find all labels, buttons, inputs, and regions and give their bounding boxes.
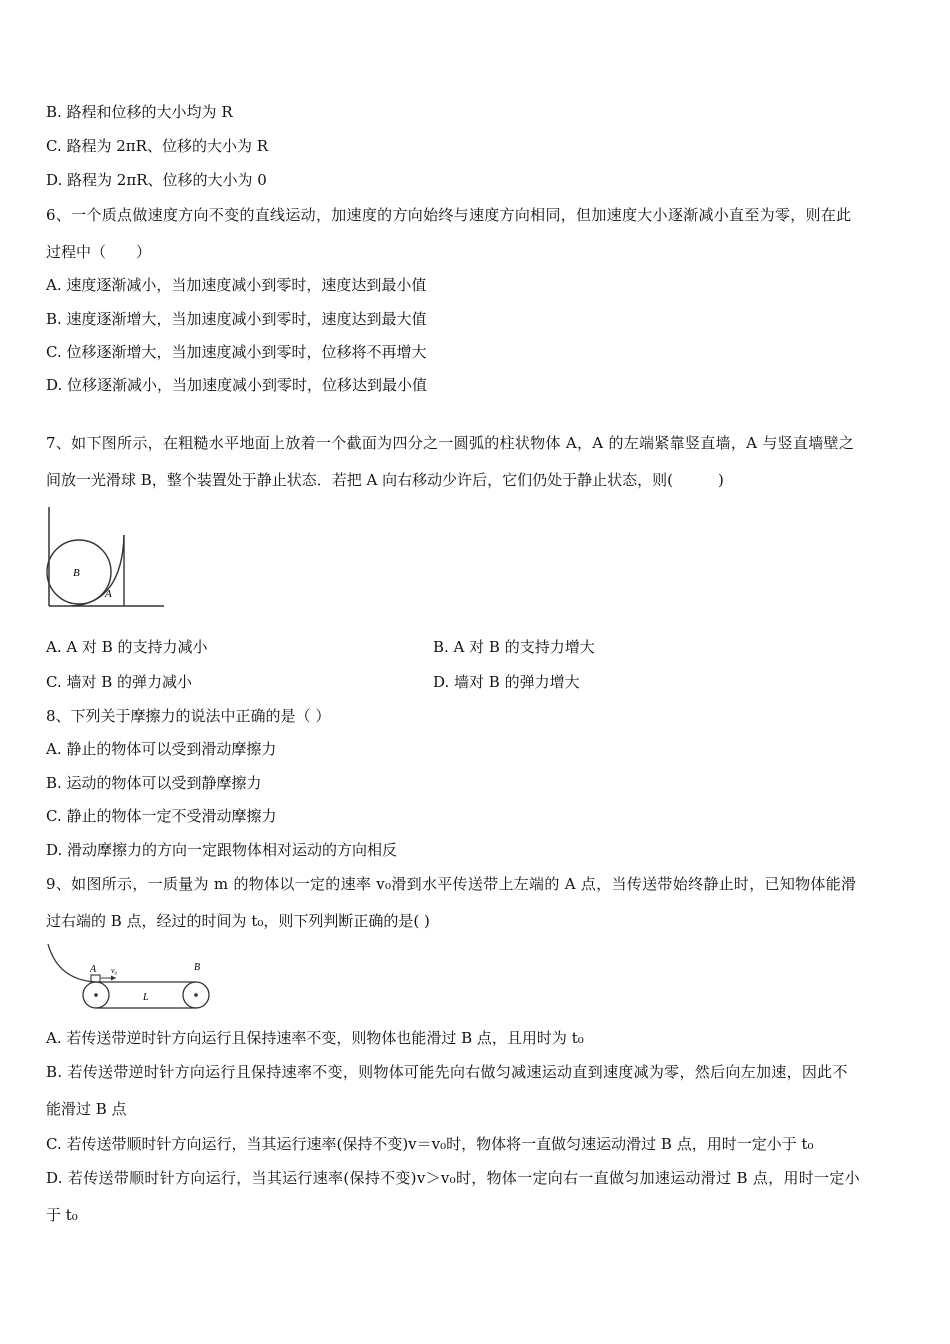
q5-option-d: D. 路程为 2πR、位移的大小为 0 (46, 171, 267, 189)
q6-option-d: D. 位移逐渐减小，当加速度减小到零时，位移达到最小值 (46, 376, 428, 394)
ball-label: B (73, 567, 80, 579)
q7-option-b: B. A 对 B 的支持力增大 (433, 638, 595, 656)
q6-stem-line2: 过程中（ ） (46, 243, 152, 261)
q7-option-c: C. 墙对 B 的弹力减小 (46, 673, 193, 691)
q6-option-c: C. 位移逐渐增大，当加速度减小到零时，位移将不再增大 (46, 343, 427, 361)
q9-option-a: A. 若传送带逆时针方向运行且保持速率不变，则物体也能滑过 B 点，且用时为 t₀ (46, 1029, 584, 1047)
length-label: L (143, 992, 149, 1003)
left-pulley-axle (94, 993, 98, 997)
wall-ball-arc-figure (44, 505, 168, 611)
q6-option-a: A. 速度逐渐减小，当加速度减小到零时，速度达到最小值 (46, 276, 427, 294)
q5-option-b: B. 路程和位移的大小均为 R (46, 103, 233, 121)
q6-stem-line1: 6、一个质点做速度方向不变的直线运动，加速度的方向始终与速度方向相同，但加速度大小逐渐减小直至为零，则在此 (46, 206, 852, 224)
block-label: A (105, 588, 112, 600)
q9-option-d-line1: D. 若传送带顺时针方向运行，当其运行速率(保持不变)v＞v₀时，物体一定向右一直做匀加速运动滑过 B 点，用时一定小 (46, 1169, 860, 1187)
q8-option-d: D. 滑动摩擦力的方向一定跟物体相对运动的方向相反 (46, 841, 398, 859)
q8-stem: 8、下列关于摩擦力的说法中正确的是（ ） (46, 707, 331, 725)
velocity-arrowhead (111, 976, 116, 981)
q9-stem-line1: 9、如图所示，一质量为 m 的物体以一定的速率 v₀滑到水平传送带上左端的 A 点，当传送带始终静止时，已知物体能滑 (46, 875, 857, 893)
q9-option-b-line1: B. 若传送带逆时针方向运行且保持速率不变，则物体可能先向右做匀减速运动直到速度减为零，然后向左加速，因此不 (46, 1063, 848, 1081)
q7-stem-line2: 间放一光滑球 B，整个装置处于静止状态．若把 A 向右移动少许后，它们仍处于静止状态，则( ) (46, 471, 724, 489)
q9-option-c: C. 若传送带顺时针方向运行，当其运行速率(保持不变)v＝v₀时，物体将一直做匀速运动滑过 B 点，用时一定小于 t₀ (46, 1135, 814, 1153)
q5-option-c: C. 路程为 2πR、位移的大小为 R (46, 137, 269, 155)
q8-option-b: B. 运动的物体可以受到静摩擦力 (46, 774, 262, 792)
point-a-label: A (90, 964, 97, 975)
right-pulley-axle (194, 993, 198, 997)
q6-option-b: B. 速度逐渐增大，当加速度减小到零时，速度达到最大值 (46, 310, 427, 328)
q7-option-a: A. A 对 B 的支持力减小 (46, 638, 208, 656)
q7-option-d: D. 墙对 B 的弹力增大 (433, 673, 580, 691)
ramp-curve (48, 944, 96, 982)
q9-option-d-line2: 于 t₀ (46, 1206, 78, 1224)
q9-stem-line2: 过右端的 B 点，经过的时间为 t₀，则下列判断正确的是( ) (46, 912, 430, 930)
q7-stem-line1: 7、如下图所示，在粗糙水平地面上放着一个截面为四分之一圆弧的柱状物体 A，A 的左端紧靠竖直墙，A 与竖直墙壁之 (46, 434, 855, 452)
q8-option-a: A. 静止的物体可以受到滑动摩擦力 (46, 740, 277, 758)
velocity-label: v₀ (111, 966, 118, 975)
block-on-belt (91, 975, 100, 982)
q8-option-c: C. 静止的物体一定不受滑动摩擦力 (46, 807, 277, 825)
q9-option-b-line2: 能滑过 B 点 (46, 1100, 127, 1118)
conveyor-belt-figure (44, 940, 216, 1014)
point-b-label: B (194, 962, 201, 973)
